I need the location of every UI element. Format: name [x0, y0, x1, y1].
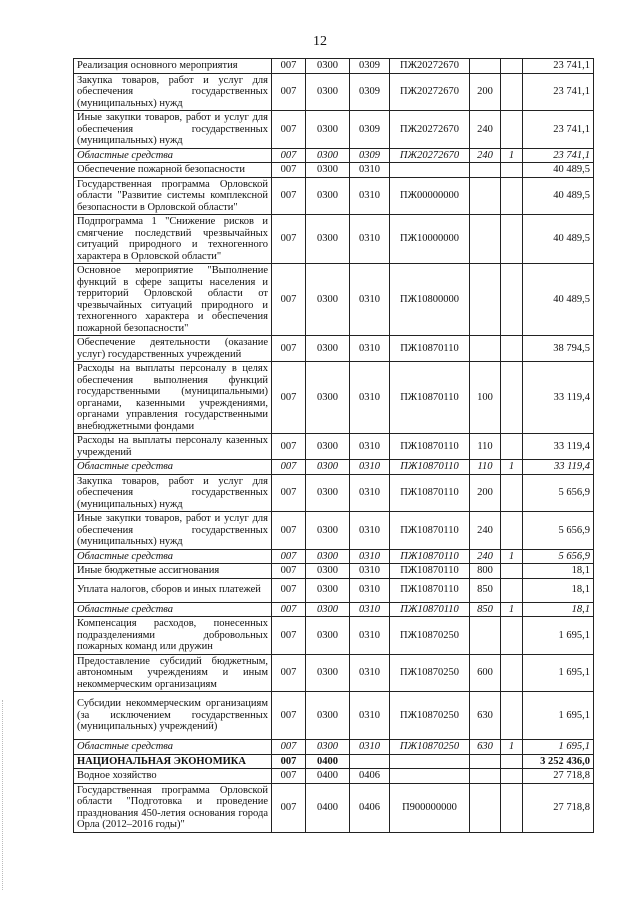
- cell-subsection-code: 0310: [350, 362, 390, 434]
- table-row: [74, 692, 594, 740]
- cell-subsection-code: 0310: [350, 264, 390, 336]
- cell-funding-source-code: [501, 111, 523, 149]
- cell-row-name: Обеспечение пожарной безопасности: [74, 163, 272, 178]
- cell-row-name: Расходы на выплаты персоналу в целях обеспечения выполнения функций государственными (муниципальными) органами, казенными учреждениями, органами управления государственными внебюджетными фондами: [74, 362, 272, 434]
- table-row: [74, 617, 594, 655]
- cell-row-name: Основное мероприятие "Выполнение функций в сфере защиты населения и территорий Орловской области от чрезвычайных ситуаций природного и техногенного характера и обеспечения пожарной безопасности": [74, 264, 272, 336]
- cell-grbs-code: 007: [272, 177, 306, 215]
- cell-target-article-code: ПЖ10870110: [390, 474, 470, 512]
- cell-section-code: 0400: [306, 754, 350, 769]
- cell-amount: 1 695,1: [523, 692, 594, 740]
- cell-row-name: Обеспечение деятельности (оказание услуг) государственных учреждений: [74, 336, 272, 362]
- cell-row-name: Расходы на выплаты персоналу казенных учреждений: [74, 434, 272, 460]
- cell-subsection-code: 0310: [350, 654, 390, 692]
- cell-target-article-code: ПЖ10870110: [390, 564, 470, 579]
- cell-expense-type-code: 850: [470, 578, 501, 602]
- cell-expense-type-code: [470, 617, 501, 655]
- cell-row-name: Закупка товаров, работ и услуг для обеспечения государственных (муниципальных) нужд: [74, 73, 272, 111]
- cell-section-code: 0300: [306, 111, 350, 149]
- cell-amount: 27 718,8: [523, 783, 594, 832]
- cell-grbs-code: 007: [272, 73, 306, 111]
- table-row: [74, 654, 594, 692]
- cell-amount: 5 656,9: [523, 512, 594, 550]
- cell-funding-source-code: 1: [501, 549, 523, 564]
- cell-target-article-code: ПЖ10870110: [390, 434, 470, 460]
- regional-funds-row: [74, 148, 594, 163]
- table-row: [74, 336, 594, 362]
- cell-funding-source-code: [501, 215, 523, 264]
- cell-section-code: 0300: [306, 549, 350, 564]
- cell-grbs-code: 007: [272, 769, 306, 784]
- cell-amount: 27 718,8: [523, 769, 594, 784]
- cell-row-name: Областные средства: [74, 549, 272, 564]
- cell-row-name: Государственная программа Орловской области "Развитие системы комплексной безопасности в Орловской области": [74, 177, 272, 215]
- cell-expense-type-code: 200: [470, 73, 501, 111]
- cell-section-code: 0300: [306, 460, 350, 475]
- cell-target-article-code: ПЖ20272670: [390, 73, 470, 111]
- cell-section-code: 0300: [306, 602, 350, 617]
- regional-funds-row: [74, 740, 594, 755]
- cell-row-name: Областные средства: [74, 602, 272, 617]
- cell-subsection-code: 0310: [350, 692, 390, 740]
- cell-funding-source-code: [501, 59, 523, 74]
- cell-funding-source-code: [501, 264, 523, 336]
- cell-subsection-code: 0310: [350, 578, 390, 602]
- cell-target-article-code: ПЖ20272670: [390, 59, 470, 74]
- cell-grbs-code: 007: [272, 740, 306, 755]
- cell-target-article-code: ПЖ10800000: [390, 264, 470, 336]
- cell-expense-type-code: 110: [470, 434, 501, 460]
- cell-section-code: 0300: [306, 73, 350, 111]
- cell-expense-type-code: 240: [470, 512, 501, 550]
- cell-row-name: Областные средства: [74, 460, 272, 475]
- cell-target-article-code: П900000000: [390, 783, 470, 832]
- table-row: [74, 769, 594, 784]
- cell-grbs-code: 007: [272, 654, 306, 692]
- table-row: [74, 434, 594, 460]
- page-number: 12: [313, 34, 327, 49]
- cell-subsection-code: 0310: [350, 215, 390, 264]
- cell-subsection-code: 0310: [350, 512, 390, 550]
- cell-subsection-code: 0310: [350, 163, 390, 178]
- table-row: [74, 783, 594, 832]
- cell-funding-source-code: [501, 783, 523, 832]
- table-row: [74, 512, 594, 550]
- cell-row-name: Иные закупки товаров, работ и услуг для обеспечения государственных (муниципальных) нужд: [74, 111, 272, 149]
- cell-amount: 40 489,5: [523, 177, 594, 215]
- cell-subsection-code: 0310: [350, 336, 390, 362]
- cell-subsection-code: 0310: [350, 602, 390, 617]
- cell-subsection-code: 0406: [350, 783, 390, 832]
- cell-target-article-code: ПЖ10870110: [390, 578, 470, 602]
- cell-grbs-code: 007: [272, 362, 306, 434]
- budget-table: [73, 58, 594, 833]
- cell-funding-source-code: [501, 769, 523, 784]
- cell-expense-type-code: 240: [470, 111, 501, 149]
- cell-funding-source-code: [501, 163, 523, 178]
- cell-section-code: 0300: [306, 264, 350, 336]
- cell-expense-type-code: [470, 177, 501, 215]
- table-row: [74, 578, 594, 602]
- cell-amount: 33 119,4: [523, 460, 594, 475]
- cell-funding-source-code: 1: [501, 148, 523, 163]
- cell-grbs-code: 007: [272, 215, 306, 264]
- cell-target-article-code: ПЖ10870250: [390, 654, 470, 692]
- cell-expense-type-code: 850: [470, 602, 501, 617]
- cell-section-code: 0300: [306, 434, 350, 460]
- cell-grbs-code: 007: [272, 59, 306, 74]
- cell-grbs-code: 007: [272, 549, 306, 564]
- cell-target-article-code: ПЖ10870110: [390, 336, 470, 362]
- table-row: [74, 264, 594, 336]
- cell-subsection-code: 0310: [350, 474, 390, 512]
- cell-subsection-code: 0310: [350, 564, 390, 579]
- cell-row-name: Иные бюджетные ассигнования: [74, 564, 272, 579]
- cell-grbs-code: 007: [272, 512, 306, 550]
- cell-target-article-code: ПЖ10870110: [390, 602, 470, 617]
- cell-grbs-code: 007: [272, 264, 306, 336]
- cell-amount: 5 656,9: [523, 474, 594, 512]
- cell-subsection-code: 0309: [350, 148, 390, 163]
- cell-section-code: 0300: [306, 512, 350, 550]
- cell-expense-type-code: 630: [470, 692, 501, 740]
- cell-target-article-code: ПЖ10000000: [390, 215, 470, 264]
- cell-row-name: Закупка товаров, работ и услуг для обеспечения государственных (муниципальных) нужд: [74, 474, 272, 512]
- cell-amount: 1 695,1: [523, 654, 594, 692]
- cell-funding-source-code: [501, 73, 523, 111]
- cell-amount: 18,1: [523, 602, 594, 617]
- cell-funding-source-code: 1: [501, 460, 523, 475]
- cell-row-name: Областные средства: [74, 148, 272, 163]
- cell-section-code: 0400: [306, 783, 350, 832]
- cell-row-name: Водное хозяйство: [74, 769, 272, 784]
- cell-amount: 33 119,4: [523, 362, 594, 434]
- cell-expense-type-code: [470, 59, 501, 74]
- cell-row-name: Областные средства: [74, 740, 272, 755]
- cell-expense-type-code: [470, 163, 501, 178]
- cell-section-code: 0300: [306, 474, 350, 512]
- cell-section-code: 0300: [306, 163, 350, 178]
- cell-funding-source-code: [501, 578, 523, 602]
- cell-expense-type-code: 600: [470, 654, 501, 692]
- cell-section-code: 0300: [306, 336, 350, 362]
- cell-subsection-code: 0310: [350, 177, 390, 215]
- cell-amount: 40 489,5: [523, 215, 594, 264]
- cell-grbs-code: 007: [272, 111, 306, 149]
- table-row: [74, 362, 594, 434]
- cell-row-name: НАЦИОНАЛЬНАЯ ЭКОНОМИКА: [74, 754, 272, 769]
- cell-grbs-code: 007: [272, 336, 306, 362]
- cell-amount: 40 489,5: [523, 163, 594, 178]
- cell-funding-source-code: 1: [501, 740, 523, 755]
- cell-target-article-code: ПЖ10870250: [390, 617, 470, 655]
- table-row: [74, 474, 594, 512]
- cell-subsection-code: 0310: [350, 617, 390, 655]
- cell-amount: 23 741,1: [523, 111, 594, 149]
- cell-row-name: Иные закупки товаров, работ и услуг для обеспечения государственных (муниципальных) нужд: [74, 512, 272, 550]
- cell-expense-type-code: 800: [470, 564, 501, 579]
- cell-grbs-code: 007: [272, 434, 306, 460]
- cell-target-article-code: ПЖ10870250: [390, 740, 470, 755]
- cell-row-name: Уплата налогов, сборов и иных платежей: [74, 578, 272, 602]
- table-row: [74, 564, 594, 579]
- cell-target-article-code: ПЖ20272670: [390, 111, 470, 149]
- cell-subsection-code: 0310: [350, 434, 390, 460]
- section-row: [74, 754, 594, 769]
- cell-target-article-code: ПЖ10870250: [390, 692, 470, 740]
- cell-subsection-code: 0310: [350, 460, 390, 475]
- cell-amount: 38 794,5: [523, 336, 594, 362]
- cell-expense-type-code: 110: [470, 460, 501, 475]
- cell-target-article-code: ПЖ10870110: [390, 549, 470, 564]
- cell-subsection-code: 0310: [350, 549, 390, 564]
- table-row: [74, 215, 594, 264]
- cell-amount: 23 741,1: [523, 73, 594, 111]
- cell-funding-source-code: [501, 177, 523, 215]
- cell-grbs-code: 007: [272, 474, 306, 512]
- cell-grbs-code: 007: [272, 692, 306, 740]
- cell-amount: 18,1: [523, 578, 594, 602]
- cell-amount: 5 656,9: [523, 549, 594, 564]
- cell-row-name: Компенсация расходов, понесенных подразделениями добровольных пожарных команд или дружин: [74, 617, 272, 655]
- cell-section-code: 0300: [306, 564, 350, 579]
- cell-subsection-code: 0309: [350, 111, 390, 149]
- cell-row-name: Субсидии некоммерческим организациям (за исключением государственных (муниципальных) учреждений): [74, 692, 272, 740]
- cell-target-article-code: ПЖ10870110: [390, 362, 470, 434]
- budget-table-body: [74, 59, 594, 833]
- cell-grbs-code: 007: [272, 163, 306, 178]
- regional-funds-row: [74, 602, 594, 617]
- cell-row-name: Государственная программа Орловской области "Подготовка и проведение празднования 450-летия основания города Орла (2012–2016 годы)": [74, 783, 272, 832]
- cell-section-code: 0300: [306, 740, 350, 755]
- cell-section-code: 0300: [306, 148, 350, 163]
- cell-expense-type-code: 200: [470, 474, 501, 512]
- cell-grbs-code: 007: [272, 148, 306, 163]
- cell-expense-type-code: [470, 754, 501, 769]
- cell-target-article-code: ПЖ20272670: [390, 148, 470, 163]
- cell-target-article-code: [390, 769, 470, 784]
- cell-funding-source-code: [501, 336, 523, 362]
- cell-funding-source-code: [501, 512, 523, 550]
- cell-funding-source-code: [501, 362, 523, 434]
- cell-expense-type-code: 240: [470, 148, 501, 163]
- cell-grbs-code: 007: [272, 564, 306, 579]
- cell-amount: 23 741,1: [523, 59, 594, 74]
- cell-target-article-code: ПЖ10870110: [390, 512, 470, 550]
- cell-subsection-code: 0309: [350, 73, 390, 111]
- cell-amount: 33 119,4: [523, 434, 594, 460]
- cell-subsection-code: 0309: [350, 59, 390, 74]
- cell-amount: 1 695,1: [523, 740, 594, 755]
- cell-expense-type-code: 100: [470, 362, 501, 434]
- cell-amount: 3 252 436,0: [523, 754, 594, 769]
- cell-subsection-code: [350, 754, 390, 769]
- regional-funds-row: [74, 460, 594, 475]
- cell-subsection-code: 0406: [350, 769, 390, 784]
- cell-section-code: 0300: [306, 578, 350, 602]
- cell-grbs-code: 007: [272, 460, 306, 475]
- cell-section-code: 0300: [306, 617, 350, 655]
- cell-target-article-code: [390, 754, 470, 769]
- cell-section-code: 0400: [306, 769, 350, 784]
- cell-amount: 40 489,5: [523, 264, 594, 336]
- cell-target-article-code: [390, 163, 470, 178]
- cell-section-code: 0300: [306, 362, 350, 434]
- cell-expense-type-code: [470, 336, 501, 362]
- table-row: [74, 111, 594, 149]
- table-row: [74, 163, 594, 178]
- cell-row-name: Предоставление субсидий бюджетным, автономным учреждениям и иным некоммерческим организациям: [74, 654, 272, 692]
- cell-funding-source-code: 1: [501, 602, 523, 617]
- cell-amount: 18,1: [523, 564, 594, 579]
- cell-target-article-code: ПЖ10870110: [390, 460, 470, 475]
- cell-target-article-code: ПЖ00000000: [390, 177, 470, 215]
- cell-funding-source-code: [501, 692, 523, 740]
- cell-funding-source-code: [501, 564, 523, 579]
- cell-section-code: 0300: [306, 215, 350, 264]
- cell-funding-source-code: [501, 474, 523, 512]
- cell-grbs-code: 007: [272, 754, 306, 769]
- cell-funding-source-code: [501, 434, 523, 460]
- cell-grbs-code: 007: [272, 578, 306, 602]
- cell-expense-type-code: [470, 769, 501, 784]
- cell-section-code: 0300: [306, 654, 350, 692]
- cell-section-code: 0300: [306, 692, 350, 740]
- cell-subsection-code: 0310: [350, 740, 390, 755]
- cell-section-code: 0300: [306, 177, 350, 215]
- cell-grbs-code: 007: [272, 602, 306, 617]
- cell-funding-source-code: [501, 654, 523, 692]
- cell-row-name: Реализация основного мероприятия: [74, 59, 272, 74]
- cell-grbs-code: 007: [272, 783, 306, 832]
- regional-funds-row: [74, 549, 594, 564]
- cell-row-name: Подпрограмма 1 "Снижение рисков и смягчение последствий чрезвычайных ситуаций природного и техногенного характера в Орловской области": [74, 215, 272, 264]
- cell-section-code: 0300: [306, 59, 350, 74]
- table-row: [74, 73, 594, 111]
- table-row: [74, 59, 594, 74]
- cell-funding-source-code: [501, 754, 523, 769]
- cell-amount: 23 741,1: [523, 148, 594, 163]
- cell-expense-type-code: 630: [470, 740, 501, 755]
- cell-expense-type-code: [470, 783, 501, 832]
- cell-expense-type-code: [470, 264, 501, 336]
- cell-expense-type-code: 240: [470, 549, 501, 564]
- table-row: [74, 177, 594, 215]
- scan-edge-marks: [2, 700, 6, 890]
- cell-funding-source-code: [501, 617, 523, 655]
- cell-expense-type-code: [470, 215, 501, 264]
- cell-grbs-code: 007: [272, 617, 306, 655]
- cell-amount: 1 695,1: [523, 617, 594, 655]
